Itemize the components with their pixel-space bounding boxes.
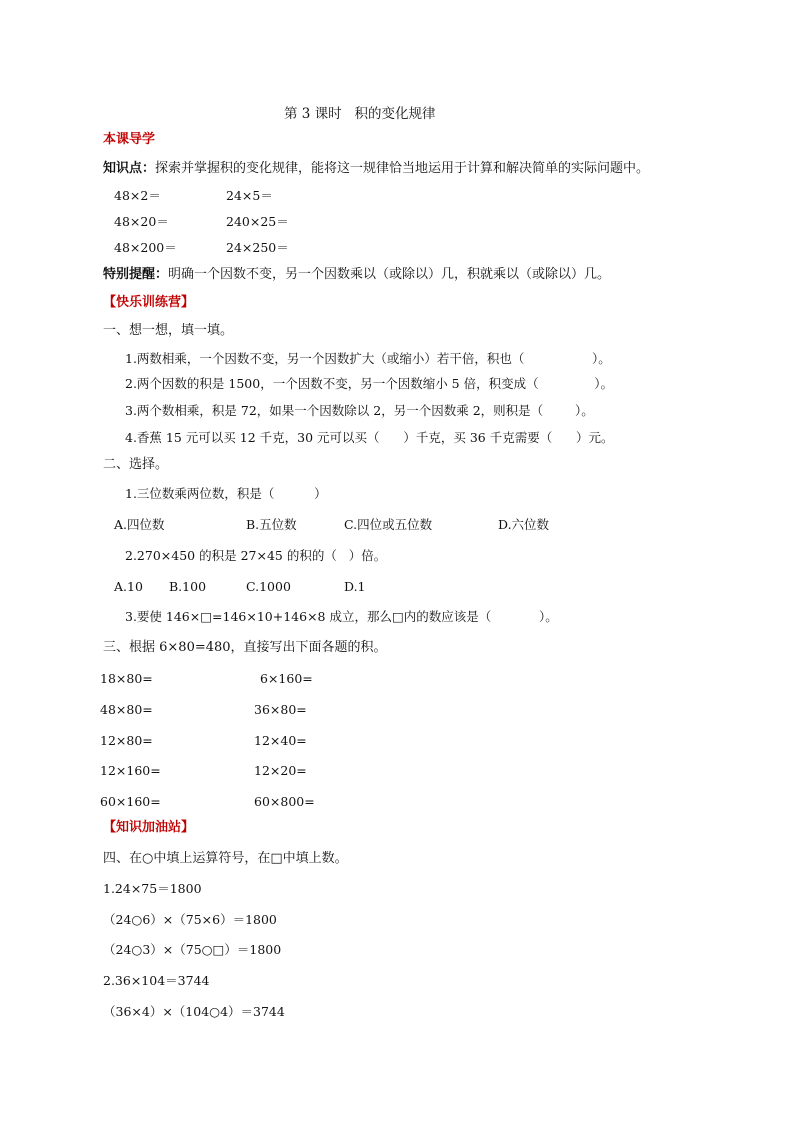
guide-heading: 本课导学 bbox=[103, 132, 156, 147]
s4-line-2: （24○6）×（75×6）＝1800 bbox=[103, 912, 277, 927]
tip-label: 特别提醒： bbox=[103, 267, 169, 282]
example-3b: 24×250＝ bbox=[226, 240, 289, 255]
s2-q2-option-c: C.1000 bbox=[246, 579, 291, 594]
s1-item-3: 3.两个数相乘，积是 72，如果一个因数除以 2，另一个因数乘 2，则积是（ ）。 bbox=[125, 403, 594, 418]
s2-q1-option-c: C.四位或五位数 bbox=[344, 517, 433, 532]
section4-heading: 四、在○中填上运算符号，在□中填上数。 bbox=[103, 851, 348, 866]
knowledge-text: 探索并掌握积的变化规律，能将这一规律恰当地运用于计算和解决简单的实际问题中。 bbox=[155, 161, 650, 176]
knowledge-label: 知识点： bbox=[103, 161, 156, 176]
s4-line-4: 2.36×104＝3744 bbox=[103, 973, 210, 988]
section1-heading: 一、想一想，填一填。 bbox=[103, 323, 234, 338]
knowledge-point bbox=[103, 161, 649, 177]
s2-q2-option-d: D.1 bbox=[344, 579, 366, 594]
s1-item-1: 1.两数相乘，一个因数不变，另一个因数扩大（或缩小）若干倍，积也（ ）。 bbox=[125, 351, 611, 366]
s3-row3-left: 12×80= bbox=[100, 733, 153, 748]
knowledge-station-heading: 【知识加油站】 bbox=[103, 820, 195, 835]
s2-q1-option-a: A.四位数 bbox=[114, 517, 165, 532]
example-1b: 24×5＝ bbox=[226, 188, 273, 203]
special-tip bbox=[103, 267, 610, 283]
s2-q2-option-a: A.10 bbox=[114, 579, 143, 594]
s3-row1-right: 6×160= bbox=[260, 671, 313, 686]
section3-heading: 三、根据 6×80=480，直接写出下面各题的积。 bbox=[103, 640, 387, 655]
example-1a: 48×2＝ bbox=[114, 188, 161, 203]
example-3a: 48×200＝ bbox=[114, 240, 177, 255]
tip-text: 明确一个因数不变，另一个因数乘以（或除以）几，积就乘以（或除以）几。 bbox=[168, 267, 611, 282]
s2-question-1: 1.三位数乘两位数，积是（ ） bbox=[125, 486, 327, 501]
s3-row4-right: 12×20= bbox=[254, 763, 307, 778]
s3-row5-left: 60×160= bbox=[100, 794, 161, 809]
s3-row5-right: 60×800= bbox=[254, 794, 315, 809]
s3-row3-right: 12×40= bbox=[254, 733, 307, 748]
example-2b: 240×25＝ bbox=[226, 214, 289, 229]
s3-row1-left: 18×80= bbox=[100, 671, 153, 686]
s4-line-5: （36×4）×（104○4）＝3744 bbox=[103, 1004, 285, 1019]
section2-heading: 二、选择。 bbox=[103, 457, 169, 472]
example-2a: 48×20＝ bbox=[114, 214, 169, 229]
s2-q2-option-b: B.100 bbox=[169, 579, 207, 594]
page-title: 第 3 课时 积的变化规律 bbox=[284, 106, 436, 122]
s2-question-2: 2.270×450 的积是 27×45 的积的（ ）倍。 bbox=[125, 548, 387, 563]
s3-row2-right: 36×80= bbox=[254, 702, 307, 717]
s2-q1-option-b: B.五位数 bbox=[246, 517, 297, 532]
s1-item-4: 4.香蕉 15 元可以买 12 千克，30 元可以买（ ）千克，买 36 千克需要（ ）元。 bbox=[125, 430, 614, 445]
s3-row4-left: 12×160= bbox=[100, 763, 161, 778]
s3-row2-left: 48×80= bbox=[100, 702, 153, 717]
s2-q1-option-d: D.六位数 bbox=[498, 517, 550, 532]
s2-question-3: 3.要使 146×□=146×10+146×8 成立，那么□内的数应该是（ ）。 bbox=[125, 609, 558, 624]
s4-line-3: （24○3）×（75○□）＝1800 bbox=[103, 942, 282, 957]
training-heading: 【快乐训练营】 bbox=[103, 295, 195, 310]
s1-item-2: 2.两个因数的积是 1500，一个因数不变，另一个因数缩小 5 倍，积变成（ ）。 bbox=[125, 376, 613, 391]
s4-line-1: 1.24×75＝1800 bbox=[103, 881, 202, 896]
